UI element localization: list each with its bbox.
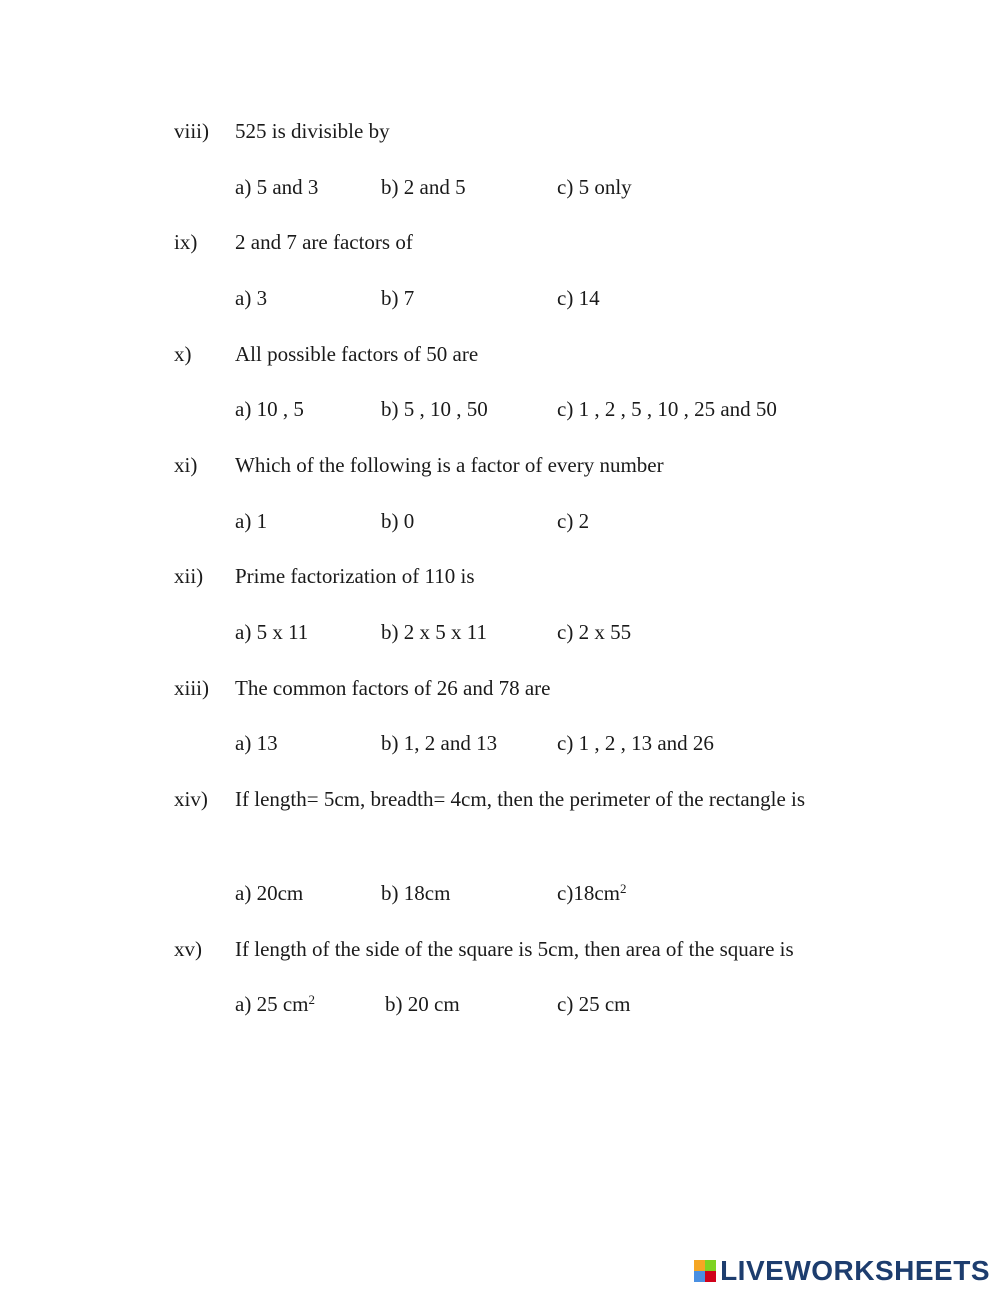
- option-a[interactable]: a) 5 x 11: [235, 620, 309, 644]
- option-b[interactable]: b) 2 and 5: [381, 175, 466, 199]
- option-c-text: c)18cm: [557, 881, 620, 905]
- question-number: ix): [174, 230, 198, 254]
- option-a[interactable]: [235, 985, 315, 1023]
- question-text: The common factors of 26 and 78 are: [235, 676, 551, 700]
- option-b[interactable]: b) 20 cm: [385, 992, 460, 1016]
- question-text: All possible factors of 50 are: [235, 342, 479, 366]
- options-xiv: [0, 874, 1000, 912]
- question-number: xv): [174, 937, 202, 961]
- option-c[interactable]: c) 1 , 2 , 5 , 10 , 25 and 50: [557, 397, 777, 421]
- options-ix: [0, 279, 1000, 317]
- option-c[interactable]: c) 2: [557, 509, 590, 533]
- option-c[interactable]: c) 5 only: [557, 175, 632, 199]
- option-c[interactable]: c) 25 cm: [557, 992, 631, 1016]
- question-number: xiv): [174, 787, 208, 811]
- question-text: Which of the following is a factor of every number: [235, 453, 664, 477]
- question-text: 2 and 7 are factors of: [235, 230, 413, 254]
- option-c[interactable]: [557, 874, 626, 912]
- option-b[interactable]: b) 7: [381, 286, 415, 310]
- option-a[interactable]: a) 20cm: [235, 881, 304, 905]
- option-c[interactable]: c) 1 , 2 , 13 and 26: [557, 731, 714, 755]
- superscript: 2: [308, 991, 315, 1007]
- option-c[interactable]: c) 2 x 55: [557, 620, 632, 644]
- option-b[interactable]: b) 5 , 10 , 50: [381, 397, 488, 421]
- options-viii: [0, 168, 1000, 206]
- option-b[interactable]: b) 0: [381, 509, 415, 533]
- question-number: xii): [174, 564, 204, 588]
- question-number: x): [174, 342, 192, 366]
- option-a-text: a) 25 cm: [235, 992, 309, 1016]
- option-a[interactable]: a) 5 and 3: [235, 175, 319, 199]
- question-text: If length= 5cm, breadth= 4cm, then the perimeter of the rectangle is: [235, 787, 806, 811]
- option-b[interactable]: b) 18cm: [381, 881, 451, 905]
- option-a[interactable]: a) 3: [235, 286, 268, 310]
- option-a[interactable]: a) 10 , 5: [235, 397, 304, 421]
- liveworksheets-brand: [694, 1254, 990, 1288]
- option-c[interactable]: c) 14: [557, 286, 600, 310]
- options-x: [0, 390, 1000, 428]
- options-xi: [0, 502, 1000, 540]
- question-number: xi): [174, 453, 198, 477]
- question-text: 525 is divisible by: [235, 119, 390, 143]
- option-b[interactable]: b) 2 x 5 x 11: [381, 620, 487, 644]
- brand-text: LIVEWORKSHEETS: [720, 1255, 990, 1286]
- options-xii: [0, 613, 1000, 651]
- question-number: xiii): [174, 676, 209, 700]
- superscript: 2: [619, 880, 627, 896]
- option-a[interactable]: a) 13: [235, 731, 278, 755]
- question-text: If length of the side of the square is 5cm, then area of the square is: [235, 937, 794, 961]
- question-number: viii): [174, 119, 209, 143]
- options-xv: [0, 985, 1000, 1023]
- liveworksheets-logo-icon: [694, 1260, 716, 1282]
- options-xiii: [0, 724, 1000, 762]
- question-text: Prime factorization of 110 is: [235, 564, 475, 588]
- option-a[interactable]: a) 1: [235, 509, 268, 533]
- option-b[interactable]: b) 1, 2 and 13: [381, 731, 498, 755]
